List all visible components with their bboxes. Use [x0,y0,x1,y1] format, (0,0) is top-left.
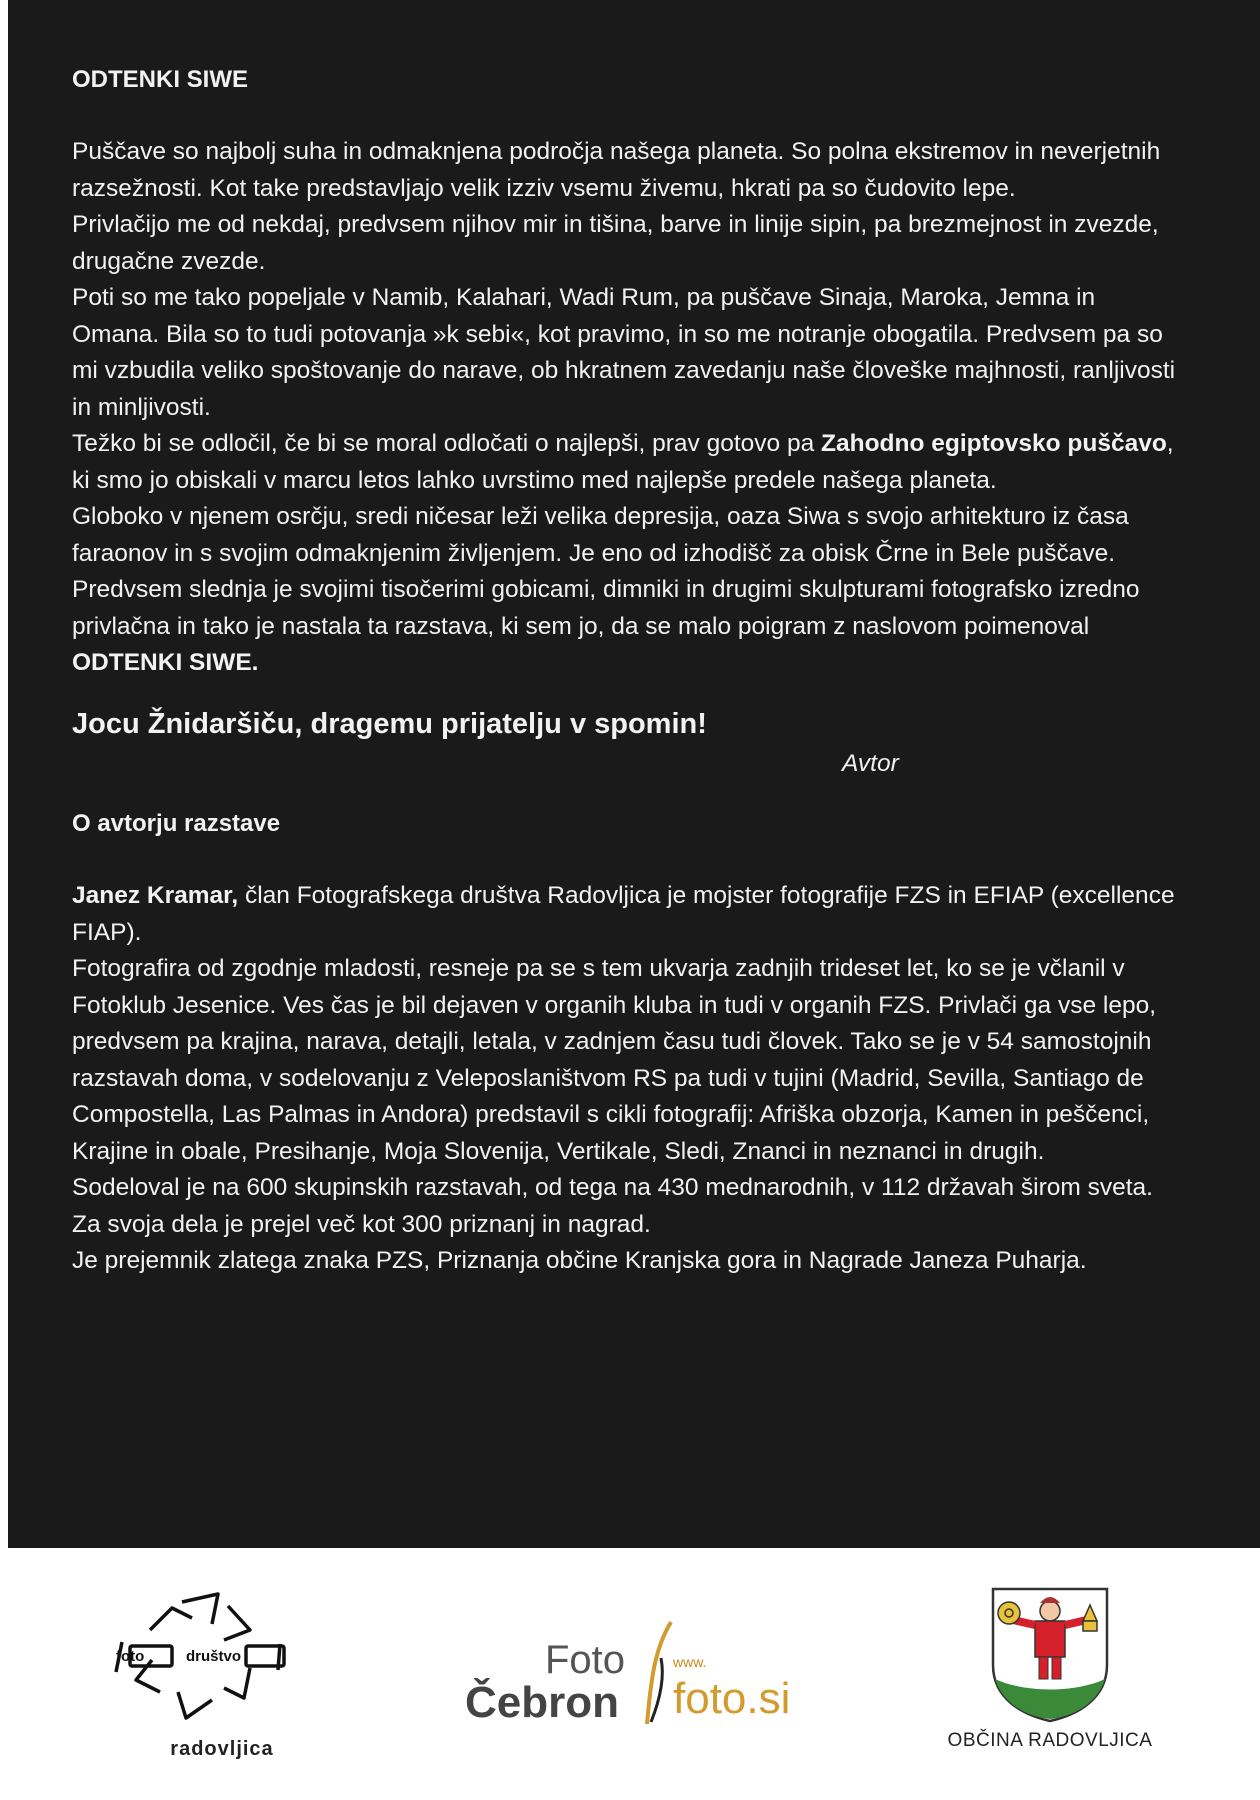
intro-paragraph-3: Poti so me tako popeljale v Namib, Kalahari, Wadi Rum, pa puščave Sinaja, Maroka, Jemna in Omana. Bila so to tudi potovanja »k sebi«, kot pravimo, in so me notranje obogatila. Predvsem pa so mi vzbudila veliko spoštovanje do narave, ob hkratnem zavedanju naše človeške majhnosti, ranljivosti in minljivosti. [72,284,1176,421]
about-paragraph-1: Janez Kramar, član Fotografskega društva Radovljica je mojster fotografije FZS in EFIAP (excellence FIAP). [72,882,1175,946]
intro-paragraph-4: Težko bi se odločil, če bi se moral odločati o najlepši, prav gotovo pa Zahodno egiptovsko puščavo, ki smo jo obiskali v marcu letos lahko uvrstimo med najlepše predele našega planeta. [72,430,1174,494]
svg-text:društvo: društvo [186,1648,242,1665]
about-paragraph-2: Fotografira od zgodnje mladosti, resneje pa se s tem ukvarja zadnjih trideset let, ko se je včlanil v Fotoklub Jesenice. Ves čas je bil dejaven v organih kluba in tudi v organih FZS. Privlači ga vse lepo, predvsem pa krajina, narava, detajli, letala, v zadnjem času tudi človek. Tako se je v 54 samostojnih razstavah doma, v sodelovanju z Veleposlaništvom RS pa tudi v tujini (Madrid, Sevilla, Santiago de Compostella, Las Palmas in Andora) predstavil s cikli fotografij: Afriška obzorja, Kamen in peščenci, Krajine in obale, Presihanje, Moja Slovenija, Vertikale, Sledi, Znanci in neznanci in drugih. [72,955,1157,1165]
intro-paragraph-5: Globoko v njenem osrčju, sredi ničesar leži velika depresija, oaza Siwa s svojo arhitekturo iz časa faraonov in s svojim odmaknjenim življenjem. Je eno od izhodišč za obisk Črne in Bele puščave. Predvsem slednja je svojimi tisočerimi gobicami, dimniki in drugimi skulpturami fotografsko izredno privlačna in tako je nastala ta razstava, ki sem jo, da se malo poigram z naslovom poimenoval ODTENKI SIWE. [72,503,1140,676]
foto-drustvo-logo [100,1588,300,1778]
cebron-site-text: foto.si [673,1674,791,1723]
cebron-swoosh-icon [645,1618,675,1728]
intro-paragraph-1: Puščave so najbolj suha in odmaknjena področja našega planeta. So polna ekstremov in neverjetnih razsežnosti. Kot take predstavljajo velik izziv vsemu živemu, hkrati pa so čudovito lepe. [72,138,1161,202]
about-paragraph-4: Je prejemnik zlatega znaka PZS, Priznanja občine Kranjska gora in Nagrade Janeza Puharja. [72,1247,1087,1274]
foto-drustvo-emblem-icon [100,1588,300,1738]
cebron-www-text: www. [673,1654,707,1670]
author-signature: Avtor [842,749,899,777]
intro-text [72,134,1182,682]
page-title: ODTENKI SIWE [72,66,249,93]
sponsor-footer [0,1548,1260,1800]
about-section [72,806,1182,1280]
foto-cebron-logo [465,1618,795,1728]
coat-of-arms-icon [985,1583,1115,1723]
cebron-name-text: Čebron [465,1678,619,1727]
svg-text:foto: foto [116,1648,145,1665]
municipality-label: OBČINA RADOVLJICA [947,1730,1153,1751]
about-heading: O avtorju razstave [72,810,281,837]
about-paragraph-3: Sodeloval je na 600 skupinskih razstavah, od tega na 430 mednarodnih, v 112 državah širom sveta. Za svoja dela je prejel več kot 300 priznanj in nagrad. [72,1174,1153,1238]
intro-paragraph-2: Privlačijo me od nekdaj, predvsem njihov mir in tišina, barve in linije sipin, pa brezmejnost in zvezde, drugačne zvezde. [72,211,1159,275]
foto-drustvo-label: radovljica [170,1738,274,1760]
cebron-foto-text: Foto [545,1638,626,1682]
dedication: Jocu Žnidaršiču, dragemu prijatelju v spomin! [72,707,707,740]
radovljica-coat-of-arms [985,1583,1115,1723]
main-content [72,62,1182,1280]
